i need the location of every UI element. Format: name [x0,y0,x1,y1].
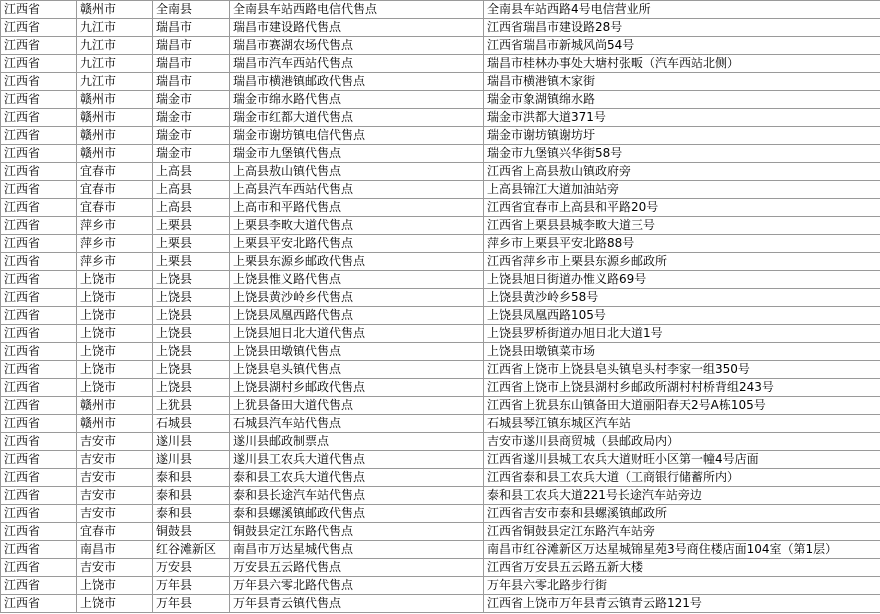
province-cell[interactable]: 江西省 [1,235,77,253]
province-cell[interactable]: 江西省 [1,199,77,217]
city-cell[interactable]: 上饶市 [77,307,153,325]
outlet-name-cell[interactable]: 瑞昌市建设路代售点 [230,19,484,37]
address-cell[interactable]: 江西省上饶市万年县青云镇青云路121号 [484,595,880,613]
city-cell[interactable]: 上饶市 [77,289,153,307]
province-cell[interactable]: 江西省 [1,127,77,145]
city-cell[interactable]: 吉安市 [77,433,153,451]
city-cell[interactable]: 南昌市 [77,541,153,559]
table-row [1,289,880,307]
address-cell[interactable]: 江西省上高县敖山镇政府旁 [484,163,880,181]
address-cell[interactable]: 江西省万安县五云路五新大楼 [484,559,880,577]
address-cell[interactable]: 瑞金市谢坊镇谢坊圩 [484,127,880,145]
address-cell[interactable]: 江西省泰和县工农兵大道（工商银行储蓄所内） [484,469,880,487]
address-cell[interactable]: 江西省萍乡市上栗县东源乡邮政所 [484,253,880,271]
address-cell[interactable]: 瑞昌市横港镇木家街 [484,73,880,91]
address-cell[interactable]: 瑞昌市桂林办事处大塘村张畈（汽车西站北侧） [484,55,880,73]
table-row [1,91,880,109]
table-row [1,235,880,253]
address-cell[interactable]: 江西省遂川县城工农兵大道财旺小区第一幢4号店面 [484,451,880,469]
city-cell[interactable]: 九江市 [77,37,153,55]
outlet-name-cell[interactable]: 上栗县平安北路代售点 [230,235,484,253]
outlet-name-cell[interactable]: 全南县车站西路电信代售点 [230,1,484,19]
city-cell[interactable]: 萍乡市 [77,235,153,253]
outlet-name-cell[interactable]: 瑞昌市汽车西站代售点 [230,55,484,73]
county-cell[interactable]: 上饶县 [153,343,230,361]
city-cell[interactable]: 赣州市 [77,415,153,433]
city-cell[interactable]: 宜春市 [77,181,153,199]
address-cell[interactable]: 万年县六零北路步行街 [484,577,880,595]
address-cell[interactable]: 江西省铜鼓县定江东路汽车站旁 [484,523,880,541]
province-cell[interactable]: 江西省 [1,163,77,181]
county-cell[interactable]: 上饶县 [153,379,230,397]
province-cell[interactable]: 江西省 [1,19,77,37]
province-cell[interactable]: 江西省 [1,91,77,109]
table-row [1,379,880,397]
address-cell[interactable]: 吉安市遂川县商贸城（县邮政局内） [484,433,880,451]
address-cell[interactable]: 江西省瑞昌市建设路28号 [484,19,880,37]
county-cell[interactable]: 瑞昌市 [153,55,230,73]
outlet-name-cell[interactable]: 上饶县惟义路代售点 [230,271,484,289]
address-cell[interactable]: 上饶县凤凰西路105号 [484,307,880,325]
outlet-name-cell[interactable]: 铜鼓县定江东路代售点 [230,523,484,541]
outlet-name-cell[interactable]: 泰和县长途汽车站代售点 [230,487,484,505]
table-row [1,523,880,541]
county-cell[interactable]: 红谷滩新区 [153,541,230,559]
address-cell[interactable]: 上饶县田墩镇菜市场 [484,343,880,361]
county-cell[interactable]: 上栗县 [153,217,230,235]
outlet-name-cell[interactable]: 上饶县旭日北大道代售点 [230,325,484,343]
outlet-name-cell[interactable]: 石城县汽车站代售点 [230,415,484,433]
city-cell[interactable]: 萍乡市 [77,253,153,271]
province-cell[interactable]: 江西省 [1,505,77,523]
outlet-name-cell[interactable]: 泰和县工农兵大道代售点 [230,469,484,487]
table-row [1,415,880,433]
city-cell[interactable]: 赣州市 [77,145,153,163]
outlet-name-cell[interactable]: 瑞金市绵水路代售点 [230,91,484,109]
city-cell[interactable]: 宜春市 [77,523,153,541]
table-row [1,361,880,379]
province-cell[interactable]: 江西省 [1,271,77,289]
county-cell[interactable]: 上饶县 [153,325,230,343]
table-row [1,55,880,73]
province-cell[interactable]: 江西省 [1,451,77,469]
county-cell[interactable]: 瑞昌市 [153,73,230,91]
county-cell[interactable]: 全南县 [153,1,230,19]
table-body [1,1,880,613]
city-cell[interactable]: 赣州市 [77,1,153,19]
county-cell[interactable]: 铜鼓县 [153,523,230,541]
province-cell[interactable]: 江西省 [1,73,77,91]
outlet-name-cell[interactable]: 上犹县备田大道代售点 [230,397,484,415]
address-cell[interactable]: 上饶县黄沙岭乡58号 [484,289,880,307]
city-cell[interactable]: 九江市 [77,55,153,73]
county-cell[interactable]: 瑞昌市 [153,19,230,37]
county-cell[interactable]: 万年县 [153,595,230,613]
province-cell[interactable]: 江西省 [1,433,77,451]
table-row [1,271,880,289]
table-row [1,307,880,325]
outlet-name-cell[interactable]: 上饶县湖村乡邮政代售点 [230,379,484,397]
address-cell[interactable]: 江西省瑞昌市新城风尚54号 [484,37,880,55]
outlet-name-cell[interactable]: 瑞昌市赛湖农场代售点 [230,37,484,55]
table-row [1,595,880,613]
province-cell[interactable]: 江西省 [1,253,77,271]
outlet-name-cell[interactable]: 上高县汽车西站代售点 [230,181,484,199]
province-cell[interactable]: 江西省 [1,1,77,19]
address-cell[interactable]: 瑞金市洪都大道371号 [484,109,880,127]
province-cell[interactable]: 江西省 [1,559,77,577]
outlet-name-cell[interactable]: 上高市和平路代售点 [230,199,484,217]
city-cell[interactable]: 吉安市 [77,505,153,523]
outlet-name-cell[interactable]: 上栗县李畋大道代售点 [230,217,484,235]
table-row [1,181,880,199]
county-cell[interactable]: 上饶县 [153,307,230,325]
province-cell[interactable]: 江西省 [1,343,77,361]
city-cell[interactable]: 赣州市 [77,127,153,145]
outlet-name-cell[interactable]: 南昌市万达星城代售点 [230,541,484,559]
address-cell[interactable]: 江西省上饶市上饶县湖村乡邮政所湖村村桥背组243号 [484,379,880,397]
address-cell[interactable]: 江西省上栗县县城李畋大道三号 [484,217,880,235]
city-cell[interactable]: 上饶市 [77,595,153,613]
county-cell[interactable]: 万年县 [153,577,230,595]
province-cell[interactable]: 江西省 [1,397,77,415]
outlet-name-cell[interactable]: 上饶县凤凰西路代售点 [230,307,484,325]
table-row [1,217,880,235]
table-row [1,199,880,217]
province-cell[interactable]: 江西省 [1,577,77,595]
address-cell[interactable]: 石城县琴江镇东城区汽车站 [484,415,880,433]
address-cell[interactable]: 萍乡市上栗县平安北路88号 [484,235,880,253]
table-row [1,397,880,415]
table-row [1,145,880,163]
province-cell[interactable]: 江西省 [1,361,77,379]
county-cell[interactable]: 上栗县 [153,235,230,253]
outlet-name-cell[interactable]: 瑞金市谢坊镇电信代售点 [230,127,484,145]
province-cell[interactable]: 江西省 [1,289,77,307]
county-cell[interactable]: 泰和县 [153,505,230,523]
province-cell[interactable]: 江西省 [1,217,77,235]
county-cell[interactable]: 上饶县 [153,289,230,307]
outlet-name-cell[interactable]: 瑞金市红都大道代售点 [230,109,484,127]
outlet-name-cell[interactable]: 万年县青云镇代售点 [230,595,484,613]
address-cell[interactable]: 南昌市红谷滩新区万达星城锦星苑3号商住楼店面104室（第1层） [484,541,880,559]
city-cell[interactable]: 上饶市 [77,271,153,289]
outlet-name-cell[interactable]: 万年县六零北路代售点 [230,577,484,595]
table-row [1,1,880,19]
county-cell[interactable]: 遂川县 [153,433,230,451]
table-row [1,577,880,595]
city-cell[interactable]: 赣州市 [77,91,153,109]
city-cell[interactable]: 吉安市 [77,559,153,577]
county-cell[interactable]: 泰和县 [153,487,230,505]
address-cell[interactable]: 上高县锦江大道加油站旁 [484,181,880,199]
outlet-name-cell[interactable]: 上饶县皂头镇代售点 [230,361,484,379]
county-cell[interactable]: 上高县 [153,181,230,199]
county-cell[interactable]: 上饶县 [153,271,230,289]
table-row [1,325,880,343]
city-cell[interactable]: 萍乡市 [77,217,153,235]
city-cell[interactable]: 上饶市 [77,343,153,361]
county-cell[interactable]: 遂川县 [153,451,230,469]
county-cell[interactable]: 上栗县 [153,253,230,271]
county-cell[interactable]: 上饶县 [153,361,230,379]
table-row [1,541,880,559]
table-row [1,433,880,451]
city-cell[interactable]: 上饶市 [77,325,153,343]
city-cell[interactable]: 宜春市 [77,199,153,217]
table-row [1,469,880,487]
province-cell[interactable]: 江西省 [1,469,77,487]
province-cell[interactable]: 江西省 [1,523,77,541]
county-cell[interactable]: 上高县 [153,199,230,217]
address-cell[interactable]: 江西省上饶市上饶县皂头镇皂头村李家一组350号 [484,361,880,379]
outlet-name-cell[interactable]: 遂川县邮政制票点 [230,433,484,451]
province-cell[interactable]: 江西省 [1,145,77,163]
county-cell[interactable]: 瑞金市 [153,91,230,109]
outlet-name-cell[interactable]: 遂川县工农兵大道代售点 [230,451,484,469]
city-cell[interactable]: 赣州市 [77,397,153,415]
address-cell[interactable]: 瑞金市九堡镇兴华街58号 [484,145,880,163]
table-row [1,127,880,145]
city-cell[interactable]: 上饶市 [77,361,153,379]
province-cell[interactable]: 江西省 [1,379,77,397]
province-cell[interactable]: 江西省 [1,109,77,127]
province-cell[interactable]: 江西省 [1,307,77,325]
outlet-name-cell[interactable]: 瑞金市九堡镇代售点 [230,145,484,163]
province-cell[interactable]: 江西省 [1,181,77,199]
province-cell[interactable]: 江西省 [1,37,77,55]
address-cell[interactable]: 上饶县旭日街道办惟义路69号 [484,271,880,289]
address-cell[interactable]: 上饶县罗桥街道办旭日北大道1号 [484,325,880,343]
table-row [1,559,880,577]
outlet-name-cell[interactable]: 上栗县东源乡邮政代售点 [230,253,484,271]
outlet-name-cell[interactable]: 上饶县田墩镇代售点 [230,343,484,361]
address-cell[interactable]: 全南县车站西路4号电信营业所 [484,1,880,19]
table-row [1,109,880,127]
county-cell[interactable]: 石城县 [153,415,230,433]
city-cell[interactable]: 吉安市 [77,469,153,487]
outlet-name-cell[interactable]: 万安县五云路代售点 [230,559,484,577]
city-cell[interactable]: 吉安市 [77,487,153,505]
outlet-name-cell[interactable]: 瑞昌市横港镇邮政代售点 [230,73,484,91]
city-cell[interactable]: 赣州市 [77,109,153,127]
province-cell[interactable]: 江西省 [1,55,77,73]
outlet-name-cell[interactable]: 上高县敖山镇代售点 [230,163,484,181]
table-row [1,73,880,91]
address-cell[interactable]: 瑞金市象湖镇绵水路 [484,91,880,109]
table-row [1,451,880,469]
table-row [1,37,880,55]
county-cell[interactable]: 万安县 [153,559,230,577]
province-cell[interactable]: 江西省 [1,487,77,505]
table-row [1,487,880,505]
county-cell[interactable]: 上犹县 [153,397,230,415]
address-cell[interactable]: 泰和县工农兵大道221号长途汽车站旁边 [484,487,880,505]
province-cell[interactable]: 江西省 [1,595,77,613]
address-cell[interactable]: 江西省宜春市上高县和平路20号 [484,199,880,217]
city-cell[interactable]: 九江市 [77,19,153,37]
address-cell[interactable]: 江西省吉安市泰和县螺溪镇邮政所 [484,505,880,523]
city-cell[interactable]: 上饶市 [77,379,153,397]
table-row [1,163,880,181]
city-cell[interactable]: 九江市 [77,73,153,91]
outlet-name-cell[interactable]: 泰和县螺溪镇邮政代售点 [230,505,484,523]
county-cell[interactable]: 瑞昌市 [153,37,230,55]
county-cell[interactable]: 瑞金市 [153,145,230,163]
table-row [1,505,880,523]
city-cell[interactable]: 吉安市 [77,451,153,469]
city-cell[interactable]: 宜春市 [77,163,153,181]
table-row [1,343,880,361]
table-row [1,19,880,37]
county-cell[interactable]: 瑞金市 [153,127,230,145]
county-cell[interactable]: 上高县 [153,163,230,181]
province-cell[interactable]: 江西省 [1,325,77,343]
outlet-name-cell[interactable]: 上饶县黄沙岭乡代售点 [230,289,484,307]
county-cell[interactable]: 泰和县 [153,469,230,487]
county-cell[interactable]: 瑞金市 [153,109,230,127]
table-row [1,253,880,271]
address-cell[interactable]: 江西省上犹县东山镇备田大道丽阳春天2号A栋105号 [484,397,880,415]
city-cell[interactable]: 上饶市 [77,577,153,595]
province-cell[interactable]: 江西省 [1,541,77,559]
province-cell[interactable]: 江西省 [1,415,77,433]
